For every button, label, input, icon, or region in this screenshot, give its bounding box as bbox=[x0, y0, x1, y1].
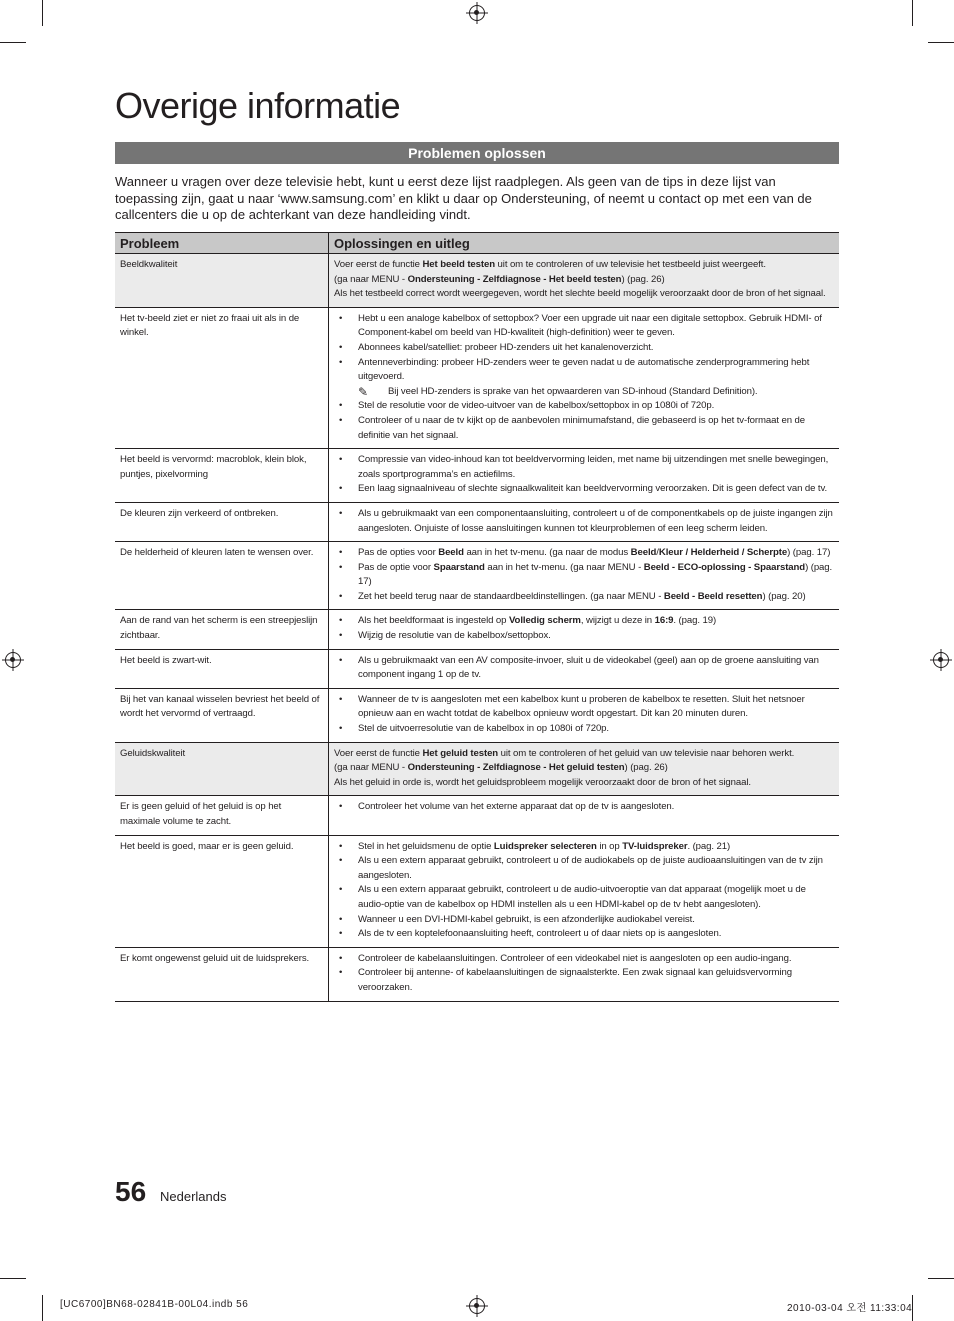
list-item: • Controleer bij antenne- of kabelaansluitingen de signaalsterkte. Een zwak signaal kan geluidsvervorming veroorzaken. bbox=[358, 966, 834, 995]
note-pencil-icon: ✎ bbox=[358, 384, 368, 399]
table-row bbox=[115, 307, 839, 448]
table-row bbox=[115, 796, 839, 835]
solution-cell bbox=[329, 947, 840, 1001]
list-item: • Als u een extern apparaat gebruikt, controleert u of de audiokabels op de juiste audioaansluitingen van de tv zijn aangesloten. bbox=[358, 854, 834, 883]
list-item: • Antenneverbinding: probeer HD-zenders weer te geven nadat u de automatische zenderprogrammering hebt uitgevoerd. ✎ Bij veel HD-zenders is sprake van het opwaarderen van SD-inhoud (Standard Definition). bbox=[358, 356, 834, 400]
table-header-row bbox=[115, 233, 839, 254]
list-item: • Wanneer u een DVI-HDMI-kabel gebruikt, is een afzonderlijke audiokabel vereist. bbox=[358, 913, 834, 928]
footer-timestamp: 2010-03-04 오전 11:33:04 bbox=[787, 1303, 913, 1314]
solution-cell bbox=[329, 649, 840, 688]
solution-cell bbox=[329, 796, 840, 835]
registration-mark-icon bbox=[5, 652, 21, 668]
registration-mark-icon bbox=[933, 652, 949, 668]
list-item: • Als het beeldformaat is ingesteld op Volledig scherm, wijzigt u deze in 16:9. (pag. 19) bbox=[358, 614, 834, 629]
crop-mark bbox=[42, 1295, 43, 1321]
list-item: • Controleer de kabelaansluitingen. Controleer of een videokabel niet is aangesloten op een audio-ingang. bbox=[358, 952, 834, 967]
list-item: • Abonnees kabel/satelliet: probeer HD-zenders uit het kanalenoverzicht. bbox=[358, 341, 834, 356]
list-item: • Hebt u een analoge kabelbox of settopbox? Voer een upgrade uit naar een digitale settopbox. Gebruik HDMI- of Component-kabel om beeld van HD-kwaliteit (high-definition) weer te geven. bbox=[358, 312, 834, 341]
list-item: • Stel in het geluidsmenu de optie Luidspreker selecteren in op TV-luidspreker. (pag. 21) bbox=[358, 840, 834, 855]
table-row bbox=[115, 449, 839, 503]
solution-cell bbox=[329, 610, 840, 649]
table-row bbox=[115, 649, 839, 688]
list-item: • Stel de uitvoerresolutie van de kabelbox in op 1080i of 720p. bbox=[358, 722, 834, 737]
solution-cell bbox=[329, 542, 840, 610]
solution-list bbox=[334, 654, 834, 683]
problem-cell: Het beeld is zwart-wit. bbox=[115, 649, 329, 688]
list-item: • Compressie van video-inhoud kan tot beeldvervorming leiden, met name bij uitzendingen met snelle bewegingen, zoals sportprogramma’s en actiefilms. bbox=[358, 453, 834, 482]
list-item: • Als u gebruikmaakt van een AV composite-invoer, sluit u de videokabel (geel) aan op de groene aansluiting van component ingang 1 op de tv. bbox=[358, 654, 834, 683]
table-row bbox=[115, 742, 839, 796]
table-row bbox=[115, 688, 839, 742]
solution-cell bbox=[329, 688, 840, 742]
registration-mark-icon bbox=[469, 1298, 485, 1314]
problem-cell: Beeldkwaliteit bbox=[115, 254, 329, 308]
problem-cell: Aan de rand van het scherm is een streepjeslijn zichtbaar. bbox=[115, 610, 329, 649]
table-row bbox=[115, 502, 839, 541]
table-row bbox=[115, 542, 839, 610]
solution-list bbox=[334, 614, 834, 643]
crop-mark bbox=[0, 42, 26, 43]
solution-list bbox=[334, 840, 834, 942]
problem-cell: Het tv-beeld ziet er niet zo fraai uit als in de winkel. bbox=[115, 307, 329, 448]
table-row bbox=[115, 610, 839, 649]
table-row bbox=[115, 947, 839, 1001]
solution-cell bbox=[329, 449, 840, 503]
table-row bbox=[115, 835, 839, 947]
page-number: 56 bbox=[115, 1176, 147, 1207]
header-solution: Oplossingen en uitleg bbox=[329, 233, 840, 254]
solution-list bbox=[334, 952, 834, 996]
solution-list bbox=[334, 507, 834, 536]
solution-cell: Voer eerst de functie Het beeld testen uit om te controleren of uw televisie het testbeeld juist weergeeft. (ga naar MENU - Ondersteuning - Zelfdiagnose - Het beeld testen) (pag. 26) Als het testbeeld correct wordt weergegeven, wordt het slechte beeld mogelijk veroorzaakt door de bron of het signaal. bbox=[329, 254, 840, 308]
problem-cell: Het beeld is vervormd: macroblok, klein blok, puntjes, pixelvorming bbox=[115, 449, 329, 503]
problem-cell: De helderheid of kleuren laten te wensen over. bbox=[115, 542, 329, 610]
list-item: • Wanneer de tv is aangesloten met een kabelbox kunt u proberen de kabelbox te resetten. Sluit het netsnoer opnieuw aan en wacht totdat de kabelbox opnieuw wordt opgestart. Dit kan 20 minuten duren. bbox=[358, 693, 834, 722]
problem-cell: Er komt ongewenst geluid uit de luidsprekers. bbox=[115, 947, 329, 1001]
list-item: • Pas de opties voor Beeld aan in het tv-menu. (ga naar de modus Beeld/Kleur / Helderheid / Scherpte) (pag. 17) bbox=[358, 546, 834, 561]
list-item: • Zet het beeld terug naar de standaardbeeldinstellingen. (ga naar MENU - Beeld - Beeld resetten) (pag. 20) bbox=[358, 590, 834, 605]
crop-mark bbox=[928, 42, 954, 43]
solution-cell bbox=[329, 502, 840, 541]
crop-mark bbox=[928, 1278, 954, 1279]
solution-cell bbox=[329, 835, 840, 947]
list-item: • Als u gebruikmaakt van een componentaansluiting, controleert u of de componentkabels op de juiste ingangen zijn aangesloten. Onjuiste of losse aansluitingen kunnen tot kleurproblemen of een leeg scherm leiden. bbox=[358, 507, 834, 536]
solution-list bbox=[334, 693, 834, 737]
solution-cell: Voer eerst de functie Het geluid testen uit om te controleren of het geluid van uw televisie naar behoren werkt. (ga naar MENU - Ondersteuning - Zelfdiagnose - Het geluid testen) (pag. 26) Als het geluid in orde is, wordt het geluidsprobleem mogelijk veroorzaakt door de bron of het signaal. bbox=[329, 742, 840, 796]
table-row bbox=[115, 254, 839, 308]
solution-list bbox=[334, 546, 834, 604]
solution-list bbox=[334, 453, 834, 497]
solution-list bbox=[334, 312, 834, 443]
list-item: • Pas de optie voor Spaarstand aan in het tv-menu. (ga naar MENU - Beeld - ECO-oplossing - Spaarstand) (pag. 17) bbox=[358, 561, 834, 590]
intro-text: Wanneer u vragen over deze televisie hebt, kunt u eerst deze lijst raadplegen. Als geen van de tips in deze lijst van toepassing zijn, gaat u naar ‘www.samsung.com’ en klikt u daar op Ondersteuning, of neemt u contact op met een van de callcenters die u op de achterkant van deze handleiding vindt. bbox=[115, 174, 812, 222]
list-item: • Stel de resolutie voor de video-uitvoer van de kabelbox/settopbox in op 1080i of 720p. bbox=[358, 399, 834, 414]
crop-mark bbox=[912, 0, 913, 26]
list-item: • Een laag signaalniveau of slechte signaalkwaliteit kan beeldvervorming veroorzaken. Dit is geen defect van de tv. bbox=[358, 482, 834, 497]
section-title: Problemen oplossen bbox=[115, 142, 839, 164]
crop-mark bbox=[42, 0, 43, 26]
page-language: Nederlands bbox=[160, 1189, 227, 1204]
list-item: • Als de tv een koptelefoonaansluiting heeft, controleert u of daar niets op is aangesloten. bbox=[358, 927, 834, 942]
list-item: • Controleer het volume van het externe apparaat dat op de tv is aangesloten. bbox=[358, 800, 834, 815]
solution-cell bbox=[329, 307, 840, 448]
crop-mark bbox=[0, 1278, 26, 1279]
problem-cell: Er is geen geluid of het geluid is op het maximale volume te zacht. bbox=[115, 796, 329, 835]
troubleshooting-table bbox=[115, 232, 839, 1002]
list-item: • Controleer of u naar de tv kijkt op de aanbevolen minimumafstand, die gebaseerd is op het tv-formaat en de definitie van het signaal. bbox=[358, 414, 834, 443]
problem-cell: De kleuren zijn verkeerd of ontbreken. bbox=[115, 502, 329, 541]
list-item: • Wijzig de resolutie van de kabelbox/settopbox. bbox=[358, 629, 834, 644]
list-item: • Als u een extern apparaat gebruikt, controleert u de audio-uitvoeroptie van dat apparaat (mogelijk moet u de audio-optie van de kabelbox op HDMI instellen als u een HDMI-kabel op de tv hebt aangesloten). bbox=[358, 883, 834, 912]
table-body bbox=[115, 254, 839, 1002]
header-problem: Probleem bbox=[115, 233, 329, 254]
footer-file-info: [UC6700]BN68-02841B-00L04.indb 56 bbox=[60, 1299, 249, 1310]
registration-mark-icon bbox=[469, 5, 485, 21]
problem-cell: Geluidskwaliteit bbox=[115, 742, 329, 796]
page-title: Overige informatie bbox=[115, 85, 401, 126]
solution-list bbox=[334, 800, 834, 815]
problem-cell: Bij het van kanaal wisselen bevriest het beeld of wordt het vervormd of vertraagd. bbox=[115, 688, 329, 742]
problem-cell: Het beeld is goed, maar er is geen geluid. bbox=[115, 835, 329, 947]
